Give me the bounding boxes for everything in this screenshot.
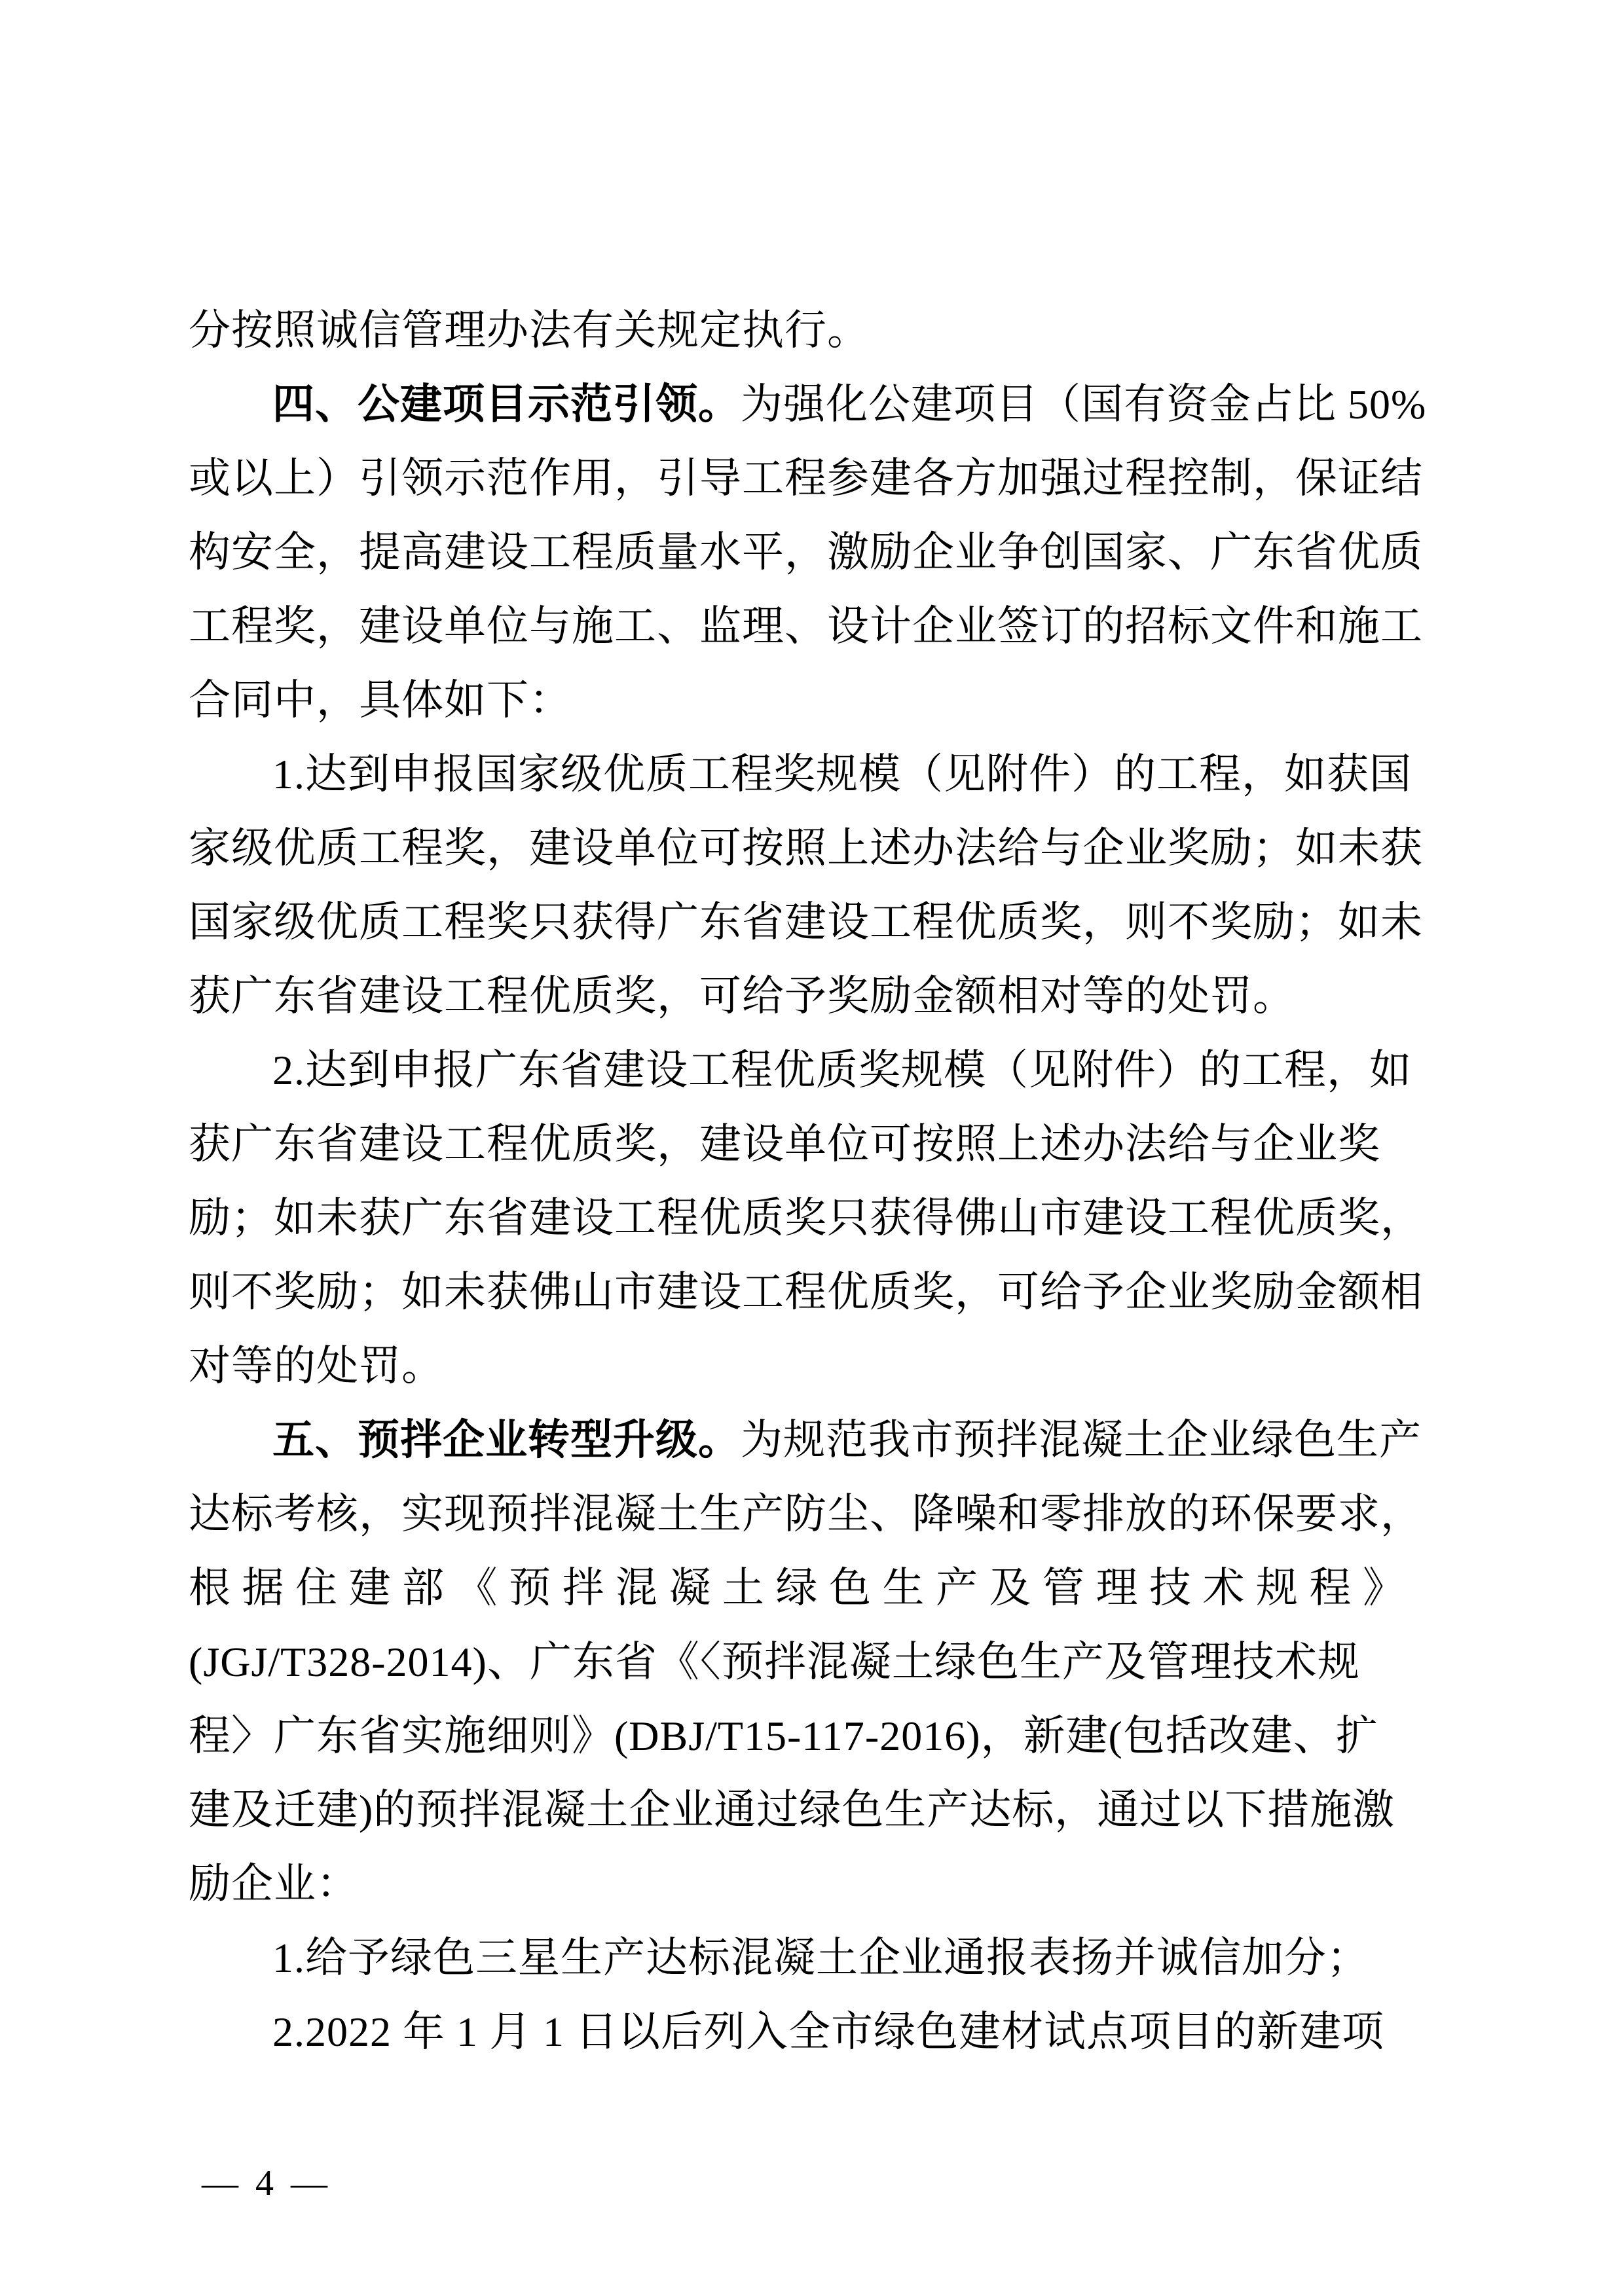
line-text: 根据住建部《预拌混凝土绿色生产及管理技术规程》 xyxy=(189,1565,1416,1611)
line-text: 获广东省建设工程优质奖，可给予奖励金额相对等的处罚。 xyxy=(189,973,1295,1019)
line-text: 1.给予绿色三星生产达标混凝土企业通报表扬并诚信加分； xyxy=(272,1935,1369,1981)
line-text: 国家级优质工程奖只获得广东省建设工程优质奖，则不奖励；如未 xyxy=(189,899,1423,945)
line-text: 合同中，具体如下： xyxy=(189,677,572,723)
line-text: 对等的处罚。 xyxy=(189,1343,444,1389)
line-text: 励企业： xyxy=(189,1861,359,1907)
line-text: 为强化公建项目（国有资金占比 50% xyxy=(741,381,1427,428)
line-text: 则不奖励；如未获佛山市建设工程优质奖，可给予企业奖励金额相 xyxy=(189,1269,1423,1315)
line-text: 1.达到申报国家级优质工程奖规模（见附件）的工程，如获国 xyxy=(272,751,1412,797)
text-line xyxy=(189,515,1422,589)
section-heading: 五、预拌企业转型升级。 xyxy=(272,1416,741,1463)
line-text: 家级优质工程奖，建设单位可按照上述办法给与企业奖励；如未获 xyxy=(189,825,1423,871)
text-line xyxy=(189,441,1422,515)
text-line xyxy=(189,367,1427,441)
text-line xyxy=(189,1033,1422,1107)
text-line xyxy=(189,737,1422,811)
line-text: 或以上）引领示范作用，引导工程参建各方加强过程控制，保证结 xyxy=(189,455,1423,501)
line-text: 2.达到申报广东省建设工程优质奖规模（见附件）的工程，如 xyxy=(272,1047,1412,1093)
section-heading: 四、公建项目示范引领。 xyxy=(272,380,741,428)
text-line xyxy=(189,293,1422,367)
text-line xyxy=(189,959,1422,1033)
text-line xyxy=(189,1329,1422,1403)
text-line xyxy=(189,1995,1422,2069)
page-number: — 4 — xyxy=(202,2163,331,2204)
line-text: 构安全，提高建设工程质量水平，激励企业争创国家、广东省优质 xyxy=(189,529,1423,575)
text-line xyxy=(189,1107,1422,1181)
text-line xyxy=(189,1477,1422,1551)
text-line xyxy=(189,1551,1422,1625)
line-text: 励；如未获广东省建设工程优质奖只获得佛山市建设工程优质奖， xyxy=(189,1195,1423,1241)
text-line xyxy=(189,885,1422,959)
text-line xyxy=(189,1255,1422,1329)
line-text: (JGJ/T328-2014)、广东省《〈预拌混凝土绿色生产及管理技术规 xyxy=(189,1639,1360,1685)
line-text: 分按照诚信管理办法有关规定执行。 xyxy=(189,307,870,354)
text-line xyxy=(189,1773,1422,1847)
text-line xyxy=(189,1181,1422,1255)
document-body xyxy=(189,293,1427,2069)
line-text: 工程奖，建设单位与施工、监理、设计企业签订的招标文件和施工 xyxy=(189,603,1423,649)
text-line xyxy=(189,1699,1422,1773)
text-line xyxy=(189,1847,1422,1921)
line-text: 2.2022 年 1 月 1 日以后列入全市绿色建材试点项目的新建项 xyxy=(272,2009,1384,2055)
text-line xyxy=(189,589,1422,663)
text-line xyxy=(189,663,1422,737)
line-text: 为规范我市预拌混凝土企业绿色生产 xyxy=(741,1417,1422,1463)
line-text: 程〉广东省实施细则》(DBJ/T15-117-2016)，新建(包括改建、扩 xyxy=(189,1713,1378,1759)
text-line xyxy=(189,1403,1422,1477)
line-text: 获广东省建设工程优质奖，建设单位可按照上述办法给与企业奖 xyxy=(189,1121,1380,1167)
line-text: 达标考核，实现预拌混凝土生产防尘、降噪和零排放的环保要求， xyxy=(189,1491,1423,1537)
text-line xyxy=(189,811,1422,885)
text-line xyxy=(189,1625,1422,1699)
line-text: 建及迁建)的预拌混凝土企业通过绿色生产达标，通过以下措施激 xyxy=(189,1787,1395,1833)
text-line xyxy=(189,1921,1422,1995)
